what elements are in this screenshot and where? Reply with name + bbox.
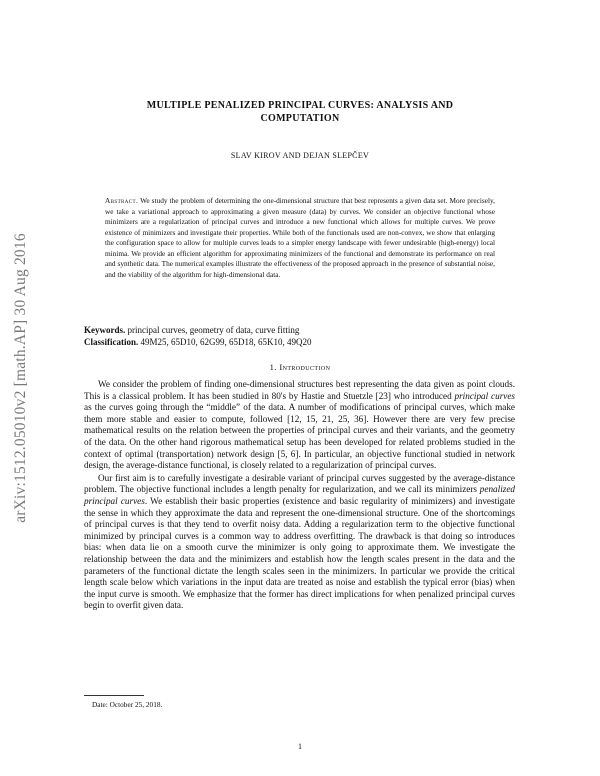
classification-text: 49M25, 65D10, 62G99, 65D18, 65K10, 49Q20 [140,337,312,347]
arxiv-identifier-text: arXiv:1512.05010v2 [math.AP] 30 Aug 2016 [12,232,29,523]
paragraph-1-text-a: We consider the problem of finding one-dimensional structures best representing the data given as point clouds. This is a classical problem. It has been studied in 80's by Hastie and Stuetzle [23] who introduced [84,379,515,401]
keywords-line [84,324,514,336]
paragraph-2-emphasis: penalized principal curves [84,484,515,506]
section-heading: 1. Introduction [269,362,331,372]
keywords-text: principal curves, geometry of data, curve fitting [127,325,300,335]
classification-label: Classification. [84,337,139,347]
abstract-heading: Abstract. [105,196,139,205]
paragraph-2-text-a: Our first aim is to carefully investigate a desirable variant of principal curves suggested by the average-distance problem. The objective functional includes a length penalty for regularization, and we call its minimizers [84,472,515,495]
paragraph-2-text-b: . We establish their basic properties (existence and basic regularity of minimizers) and investigate the sense in which they approximate the data and represent the one-dimensional structure. One of the shortcomings of principal curves is that they tend to overfit noisy data. Adding a regularization term to the objective functional minimized by principal curves is a common way to address overfitting. The drawback is that doing so introduces bias: when data lie on a smooth curve the minimizer is only going to approximate them. We investigate the relationship between the data and the minimizers and establish how the length scales present in the data and the parameters of the functional dictate the length scales seen in the minimizers. In particular we provide the critical length scale below which variations in the input data are treated as noise and establish the typical error (bias) when the input curve is smooth. We emphasize that the former has direct implications for when penalized principal curves begin to overfit given data. [84,495,515,611]
authors: SLAV KIROV AND DEJAN SLEPČEV [230,151,370,160]
introduction-body [84,379,515,613]
footnote-date: Date: October 25, 2018. [92,700,163,709]
paragraph-1-text-b: as the curves going through the “middle” of the data. A number of modifications of principal curves, which make them more stable and easier to compute, followed [12, 15, 21, 25, 36]. However there are very few precise mathematical results on the relation between the properties of principal curves and their variants, and the geometry of the data. On the other hand rigorous mathematical setup has been developed for related problems studied in the context of optimal (transportation) network design [5, 6]. In particular, an objective functional studied in network design, the average-distance functional, is closely related to a regularization of principal curves. [84,402,515,471]
abstract [105,196,495,280]
abstract-body: We study the problem of determining the one-dimensional structure that best represents a given data set. More precisely, we take a variational approach to approximating a given measure (data) by curves. We consider an objective functional whose minimizers are a regularization of principal curves and introduce a new functional which allows for multiple curves. We prove existence of minimizers and investigate their properties. While both of the functionals used are non-convex, we show that enlarging the configuration space to allow for multiple curves leads to a simpler energy landscape with fewer undesirable (high-energy) local minima. We provide an efficient algorithm for approximating minimizers of the functional and demonstrate its performance on real and synthetic data. The numerical examples illustrate the effectiveness of the proposed approach in the presence of substantial noise, and the viability of the algorithm for high-dimensional data. [105,196,495,279]
paragraph-2 [84,473,515,612]
arxiv-identifier [5,190,37,565]
keywords-block [84,324,514,348]
footnote-divider [84,695,144,696]
paragraph-1 [84,379,515,472]
classification-line [84,336,514,348]
title-line-2: COMPUTATION [260,113,340,124]
page-number: 1 [298,742,302,751]
paragraph-1-emphasis: principal curves [454,390,515,401]
keywords-label: Keywords. [84,325,126,335]
title-line-1: MULTIPLE PENALIZED PRINCIPAL CURVES: ANALYSIS AND [146,100,454,111]
paper-title [90,99,510,125]
